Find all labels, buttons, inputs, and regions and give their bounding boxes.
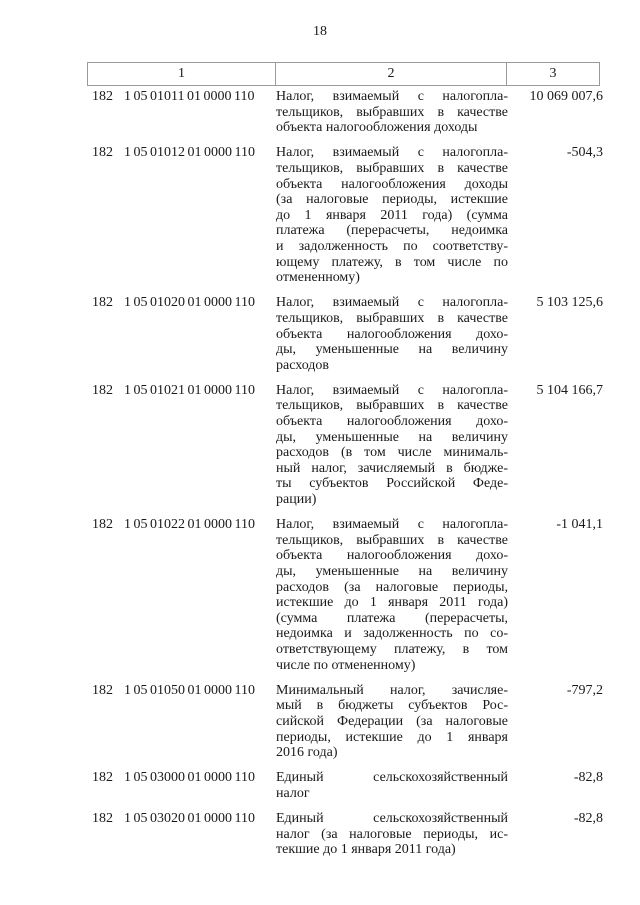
description-line: расходов (в том числе минималь- (276, 445, 508, 461)
description-line: объекта налогообложения доходы (276, 120, 478, 136)
description-line: платежа (перерасчеты, недоимка (276, 223, 508, 239)
description-line: Налог, взимаемый с налогопла- (276, 382, 508, 398)
budget-code (87, 383, 275, 508)
amount: -82,8 (573, 811, 603, 827)
amount: -504,3 (566, 145, 603, 161)
table-row (87, 89, 603, 136)
description-line: недоимка и задолженность по со- (276, 626, 508, 642)
classification-code: 1 05 01050 01 0000 110 (124, 682, 255, 698)
table-row (87, 383, 603, 508)
description-line: объекта налогообложения дохо- (276, 326, 508, 342)
admin-code: 182 (92, 770, 113, 786)
description-line: ответствующему платежу, в том (276, 641, 508, 657)
amount: -82,8 (573, 770, 603, 786)
description-line: до 1 января 2011 года) (сумма (276, 207, 508, 223)
budget-code (87, 295, 275, 373)
table-body (87, 89, 603, 867)
description-line: тельщиков, выбравших в качестве (276, 160, 508, 176)
admin-code: 182 (92, 382, 113, 398)
description-line: расходов (276, 357, 330, 373)
description-line: Налог, взимаемый с налогопла- (276, 295, 508, 311)
description-line: истекшие до 1 января 2011 года) (276, 595, 508, 611)
budget-code (87, 517, 275, 673)
budget-code (87, 811, 275, 858)
description-line: тельщиков, выбравших в качестве (276, 398, 508, 414)
budget-code (87, 89, 275, 136)
classification-code: 1 05 03020 01 0000 110 (124, 811, 255, 827)
description-line: сийской Федерации (за налоговые (276, 713, 508, 729)
description-line: ды, уменьшенные на величину (276, 429, 508, 445)
header-col-2: 2 (276, 63, 507, 85)
description-line: ды, уменьшенные на величину (276, 564, 508, 579)
description-line: рации) (276, 492, 317, 508)
admin-code: 182 (92, 89, 113, 104)
table-row (87, 145, 603, 285)
amount: -797,2 (566, 682, 603, 698)
description-line: Единый сельскохозяйственный (276, 811, 508, 827)
classification-code: 1 05 01021 01 0000 110 (124, 382, 255, 398)
admin-code: 182 (92, 682, 113, 698)
description-line: тельщиков, выбравших в качестве (276, 310, 508, 326)
admin-code: 182 (92, 295, 113, 311)
income-description (275, 811, 508, 858)
income-description (275, 145, 508, 285)
income-description (275, 770, 508, 801)
description-line: числе по отмененному) (276, 657, 416, 673)
description-line: тельщиков, выбравших в качестве (276, 104, 508, 120)
classification-code: 1 05 01011 01 0000 110 (124, 89, 255, 104)
description-line: (сумма платежа (перерасчеты, (276, 610, 508, 626)
admin-code: 182 (92, 517, 113, 533)
description-line: текшие до 1 января 2011 года) (276, 842, 456, 858)
budget-code (87, 683, 275, 761)
description-line: ты субъектов Российской Феде- (276, 476, 508, 492)
description-line: ющему платежу, в том числе по (276, 254, 508, 270)
income-description (275, 295, 508, 373)
income-description (275, 517, 508, 673)
description-line: объекта налогообложения доходы (276, 176, 508, 192)
income-description (275, 683, 508, 761)
classification-code: 1 05 01020 01 0000 110 (124, 295, 255, 311)
description-line: налог (за налоговые периоды, ис- (276, 826, 508, 842)
table-row (87, 295, 603, 373)
description-line: Налог, взимаемый с налогопла- (276, 145, 508, 161)
income-description (275, 89, 508, 136)
amount: 5 103 125,6 (536, 295, 603, 311)
amount: 5 104 166,7 (536, 382, 603, 398)
admin-code: 182 (92, 145, 113, 161)
description-line: Минимальный налог, зачисляе- (276, 682, 508, 698)
page-number: 18 (313, 24, 327, 39)
description-line: Налог, взимаемый с налогопла- (276, 517, 508, 533)
table-header (87, 62, 600, 86)
description-line: (за налоговые периоды, истекшие (276, 192, 508, 208)
description-line: и задолженность по соответству- (276, 238, 508, 254)
description-line: тельщиков, выбравших в качестве (276, 532, 508, 548)
description-line: расходов (за налоговые периоды, (276, 579, 508, 595)
table-row (87, 811, 603, 858)
header-col-1: 1 (88, 63, 276, 85)
budget-code (87, 145, 275, 285)
budget-code (87, 770, 275, 801)
table-row (87, 517, 603, 673)
admin-code: 182 (92, 811, 113, 827)
description-line: отмененному) (276, 270, 360, 286)
description-line: периоды, истекшие до 1 января (276, 729, 508, 745)
description-line: ный налог, зачисляемый в бюдже- (276, 460, 508, 476)
description-line: Единый сельскохозяйственный (276, 770, 508, 786)
classification-code: 1 05 01012 01 0000 110 (124, 145, 255, 161)
table-row (87, 683, 603, 761)
classification-code: 1 05 03000 01 0000 110 (124, 770, 255, 786)
income-description (275, 383, 508, 508)
header-col-3: 3 (549, 66, 557, 81)
table-row (87, 770, 603, 801)
description-line: мый в бюджеты субъектов Рос- (276, 698, 508, 714)
amount: 10 069 007,6 (529, 89, 603, 104)
classification-code: 1 05 01022 01 0000 110 (124, 517, 255, 533)
description-line: ды, уменьшенные на величину (276, 342, 508, 358)
description-line: Налог, взимаемый с налогопла- (276, 89, 508, 104)
description-line: объекта налогообложения дохо- (276, 414, 508, 430)
description-line: 2016 года) (276, 745, 338, 761)
description-line: объекта налогообложения дохо- (276, 548, 508, 564)
amount: -1 041,1 (556, 517, 603, 533)
description-line: налог (276, 785, 310, 801)
